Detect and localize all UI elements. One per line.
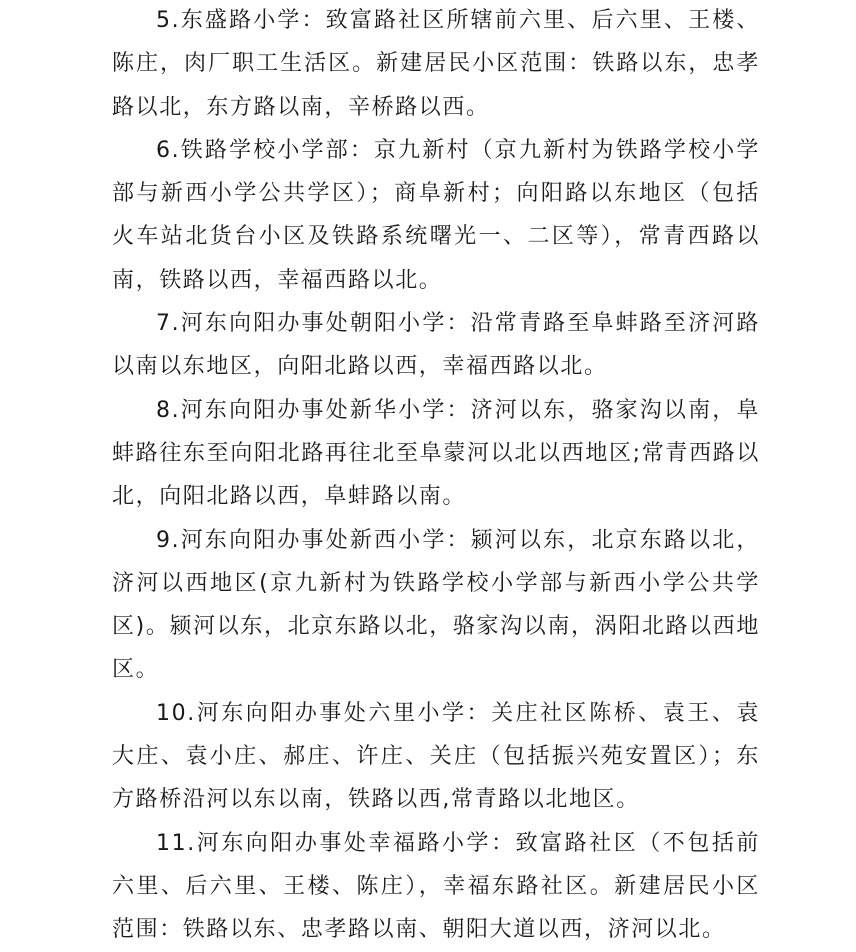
paragraph-item-10: 10.河东向阳办事处六里小学：关庄社区陈桥、袁王、袁大庄、袁小庄、郝庄、许庄、关庄（包括振兴苑安置区）；东方路桥沿河以东以南，铁路以西,常青路以北地区。 bbox=[112, 700, 760, 813]
paragraph-item-9: 9.河东向阳办事处新西小学：颍河以东，北京东路以北，济河以西地区(京九新村为铁路学校小学部与新西小学公共学区)。颍河以东，北京东路以北，骆家沟以南，涡阳北路以西地区。 bbox=[112, 527, 760, 683]
paragraph-item-8: 8.河东向阳办事处新华小学：济河以东，骆家沟以南，阜蚌路往东至向阳北路再往北至阜蒙河以北以西地区;常青西路以北，向阳北路以西，阜蚌路以南。 bbox=[112, 397, 760, 510]
paragraph-item-7: 7.河东向阳办事处朝阳小学：沿常青路至阜蚌路至济河路以南以东地区，向阳北路以西，幸福西路以北。 bbox=[112, 311, 760, 380]
paragraph-item-5: 5.东盛路小学：致富路社区所辖前六里、后六里、王楼、陈庄，肉厂职工生活区。新建居民小区范围：铁路以东，忠孝路以北，东方路以南，辛桥路以西。 bbox=[112, 8, 760, 120]
paragraph-item-11: 11.河东向阳办事处幸福路小学：致富路社区（不包括前六里、后六里、王楼、陈庄），幸福东路社区。新建居民小区范围：铁路以东、忠孝路以南、朝阳大道以西，济河以北。 bbox=[112, 830, 760, 943]
paragraph-item-6: 6.铁路学校小学部：京九新村（京九新村为铁路学校小学部与新西小学公共学区）；商阜新村；向阳路以东地区（包括火车站北货台小区及铁路系统曙光一、二区等），常青西路以南，铁路以西，幸福西路以北。 bbox=[112, 137, 760, 293]
